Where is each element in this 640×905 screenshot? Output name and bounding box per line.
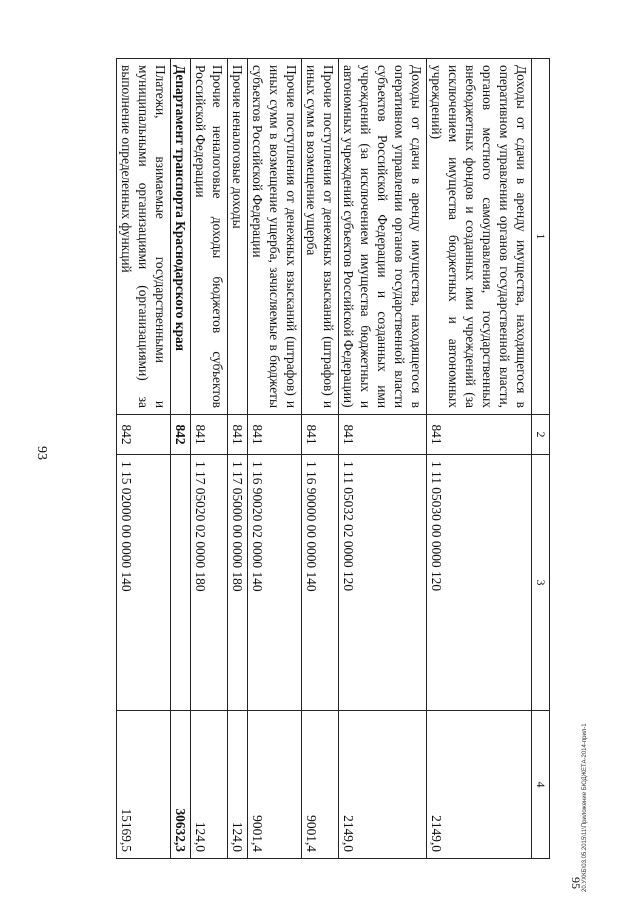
row-budget-code: 1 17 05000 00 0000 180 bbox=[228, 455, 248, 711]
footer-file-path: 20.УХКБ\03.05.2015\11\Приложение БЮДЖЕТА-2014-прил-1 bbox=[582, 723, 588, 892]
row-amount: 2149,0 bbox=[427, 711, 532, 859]
table-row bbox=[228, 59, 248, 859]
row-name: Доходы от сдачи в аренду имущества, находящегося в оперативном управлении органов государственной власти субъектов Российской Федерации и созданных ими учреждений (за исключением имущества бюджетных и автономных учреждений субъектов Российской Федерации) bbox=[339, 59, 427, 415]
row-budget-code: 1 16 90020 02 0000 140 bbox=[248, 455, 302, 711]
row-admin-code: 841 bbox=[302, 415, 339, 455]
corner-mark: 95 bbox=[569, 877, 583, 889]
row-name: Прочие неналоговые доходы бюджетов субъектов Российской Федерации bbox=[191, 59, 228, 415]
table-row bbox=[171, 59, 191, 859]
row-name: Прочие поступления от денежных взысканий (штрафов) и иных сумм в возмещение ущерба bbox=[302, 59, 339, 415]
row-admin-code: 842 bbox=[171, 415, 191, 455]
row-name: Департамент транспорта Краснодарского края bbox=[171, 59, 191, 415]
rotated-table-container bbox=[90, 58, 550, 858]
row-admin-code: 842 bbox=[117, 415, 171, 455]
table-row bbox=[302, 59, 339, 859]
table-header-row bbox=[532, 59, 550, 859]
row-admin-code: 841 bbox=[248, 415, 302, 455]
row-budget-code: 1 11 05030 00 0000 120 bbox=[427, 455, 532, 711]
row-admin-code: 841 bbox=[339, 415, 427, 455]
row-budget-code bbox=[171, 455, 191, 711]
header-col-2: 2 bbox=[532, 415, 550, 455]
row-amount: 9001,4 bbox=[302, 711, 339, 859]
page-number: 93 bbox=[34, 446, 49, 460]
row-admin-code: 841 bbox=[427, 415, 532, 455]
row-budget-code: 1 11 05032 02 0000 120 bbox=[339, 455, 427, 711]
table-row bbox=[427, 59, 532, 859]
row-name: Платежи, взимаемые государственными и муниципальными организациями (организациями) за выполнение определенных функций bbox=[117, 59, 171, 415]
row-amount: 124,0 bbox=[228, 711, 248, 859]
row-budget-code: 1 15 02000 00 0000 140 bbox=[117, 455, 171, 711]
table-row bbox=[339, 59, 427, 859]
row-admin-code: 841 bbox=[191, 415, 228, 455]
header-col-1: 1 bbox=[532, 59, 550, 415]
row-budget-code: 1 16 90000 00 0000 140 bbox=[302, 455, 339, 711]
row-budget-code: 1 17 05020 02 0000 180 bbox=[191, 455, 228, 711]
row-admin-code: 841 bbox=[228, 415, 248, 455]
row-amount: 124,0 bbox=[191, 711, 228, 859]
header-col-4: 4 bbox=[532, 711, 550, 859]
row-name: Прочие неналоговые доходы bbox=[228, 59, 248, 415]
row-amount: 15169,5 bbox=[117, 711, 171, 859]
table-row bbox=[117, 59, 171, 859]
row-name: Прочие поступления от денежных взысканий (штрафов) и иных сумм в возмещение ущерба, зачисляемые в бюджеты субъектов Российской Федерации bbox=[248, 59, 302, 415]
row-amount: 30632,3 bbox=[171, 711, 191, 859]
row-name: Доходы от сдачи в аренду имущества, находящегося в оперативном управлении органов государственной власти, органов местного самоуправления, государственных внебюджетных фондов и созданных ими учреждений (за исключением имущества бюджетных и автономных учреждений) bbox=[427, 59, 532, 415]
budget-revenue-table bbox=[116, 58, 550, 859]
table-row bbox=[191, 59, 228, 859]
table-row bbox=[248, 59, 302, 859]
row-amount: 9001,4 bbox=[248, 711, 302, 859]
row-amount: 2149,0 bbox=[339, 711, 427, 859]
header-col-3: 3 bbox=[532, 455, 550, 711]
